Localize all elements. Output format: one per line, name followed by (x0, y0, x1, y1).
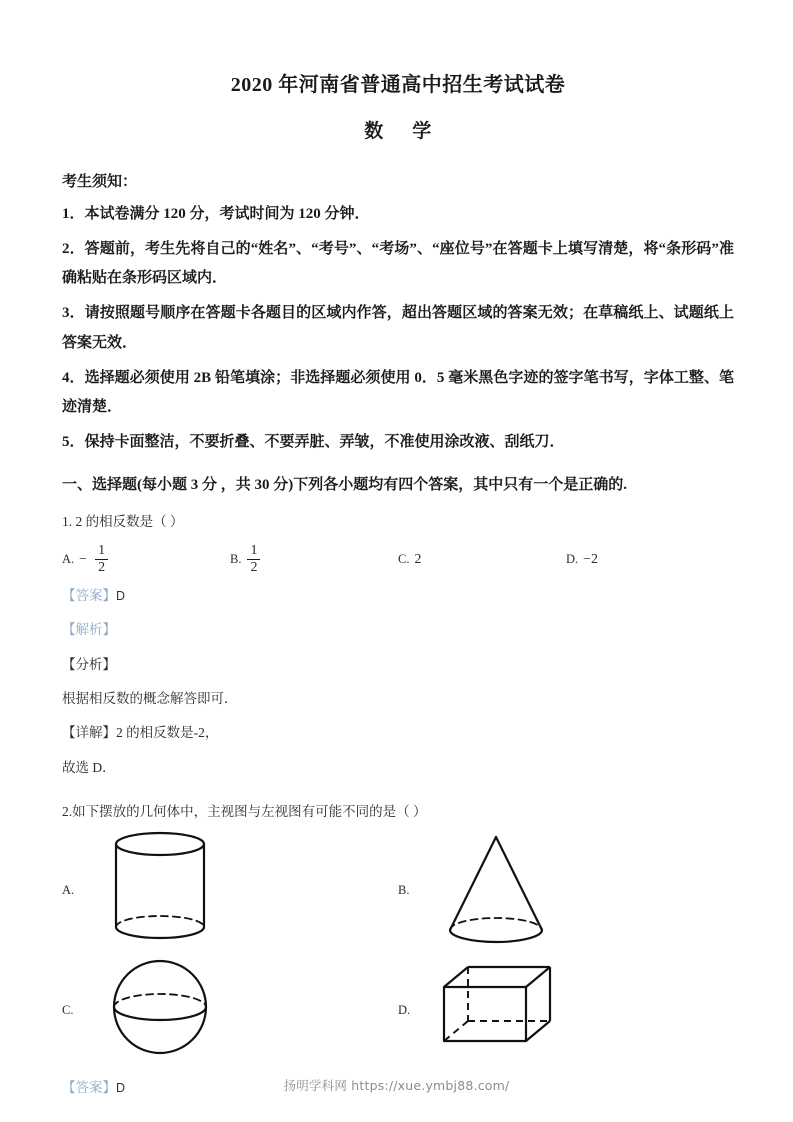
option-b-label: B. (230, 552, 242, 567)
option-a-denominator: 2 (98, 560, 106, 576)
question-1-xiangjie-text: 【详解】2 的相反数是-2， (62, 725, 219, 741)
cylinder-icon (88, 831, 338, 951)
option-a-label: A. (62, 552, 75, 567)
option-b-label: B. (398, 883, 410, 898)
sphere-icon (88, 951, 338, 1071)
option-a-label: A. (62, 883, 75, 898)
question-1-option-c[interactable] (398, 552, 566, 568)
question-1-stem: 1. 2 的相反数是（ ） (62, 513, 184, 529)
question-1-option-a[interactable] (62, 544, 230, 575)
question-2-options (62, 831, 734, 1071)
notice-item-1: 1．本试卷满分 120 分，考试时间为 120 分钟． (62, 205, 370, 222)
answer-tag: 【答案】 (62, 1079, 116, 1095)
option-b-fraction (247, 544, 260, 575)
question-1-fenxi-text: 根据相反数的概念解答即可． (62, 691, 238, 707)
page-title: 2020 年河南省普通高中招生考试试卷 (230, 74, 566, 96)
option-d-value: −2 (583, 551, 599, 567)
answer-tag: 【答案】 (62, 588, 116, 604)
cuboid-icon (424, 951, 674, 1071)
page-content (62, 0, 734, 1101)
question-2-option-a[interactable] (62, 831, 398, 951)
option-c-value: 2 (414, 551, 422, 567)
notice-label: 考生须知： (62, 174, 138, 190)
subject-char-left: 数 (364, 121, 384, 142)
question-1-option-d[interactable] (566, 552, 734, 568)
option-c-label: C. (398, 552, 410, 567)
option-a-fraction (95, 544, 108, 575)
cone-icon (424, 831, 674, 951)
subject-char-right: 学 (412, 121, 432, 142)
notice-item-5: 5．保持卡面整洁，不要折叠、不要弄脏、弄皱，不准使用涂改液、刮纸刀． (62, 434, 565, 451)
option-d-label: D. (398, 1003, 411, 1018)
option-b-denominator: 2 (250, 560, 258, 576)
question-1-conclusion: 故选 D． (62, 759, 116, 775)
question-1-analysis-tag (62, 617, 734, 643)
notice-item-3: 3．请按照题号顺序在答题卡各题目的区域内作答，超出答题区域的答案无效；在草稿纸上、试题纸上答案无效． (62, 305, 734, 351)
question-2-stem: 2.如下摆放的几何体中，主视图与左视图有可能不同的是（ ） (62, 804, 427, 820)
question-1-option-b[interactable] (230, 544, 398, 575)
question-1-options (62, 544, 734, 575)
answer-value: D (116, 589, 126, 604)
question-2-option-c[interactable] (62, 951, 398, 1071)
question-2-options-row-2 (62, 951, 734, 1071)
question-1-answer (62, 583, 734, 609)
section-heading-choice: 一、选择题(每小题 3 分 ，共 30 分)下列各小题均有四个答案，其中只有一个是正确的. (62, 476, 627, 493)
question-2-options-row-1 (62, 831, 734, 951)
question-2-option-d[interactable] (398, 951, 734, 1071)
option-c-label: C. (62, 1003, 74, 1018)
footer-watermark: 扬明学科网 https://xue.ymbj88.com/ (283, 1078, 510, 1093)
notice-item-4: 4．选择题必须使用 2B 铅笔填涂；非选择题必须使用 0．5 毫米黑色字迹的签字笔书写，字体工整、笔迹清楚． (62, 369, 734, 415)
option-b-numerator: 1 (247, 544, 260, 560)
subject-heading (62, 116, 734, 143)
question-2-option-b[interactable] (398, 831, 734, 951)
answer-value: D (116, 1080, 126, 1095)
notice-item-2: 2．答题前，考生先将自己的“姓名”、“考号”、“考场”、“座位号”在答题卡上填写清楚，将“条形码”准确粘贴在条形码区域内． (62, 240, 734, 286)
option-a-numerator: 1 (95, 544, 108, 560)
option-d-label: D. (566, 552, 579, 567)
option-a-sign: − (79, 551, 88, 567)
question-1-fenxi-tag: 【分析】 (62, 656, 116, 672)
analysis-tag: 【解析】 (62, 622, 116, 638)
